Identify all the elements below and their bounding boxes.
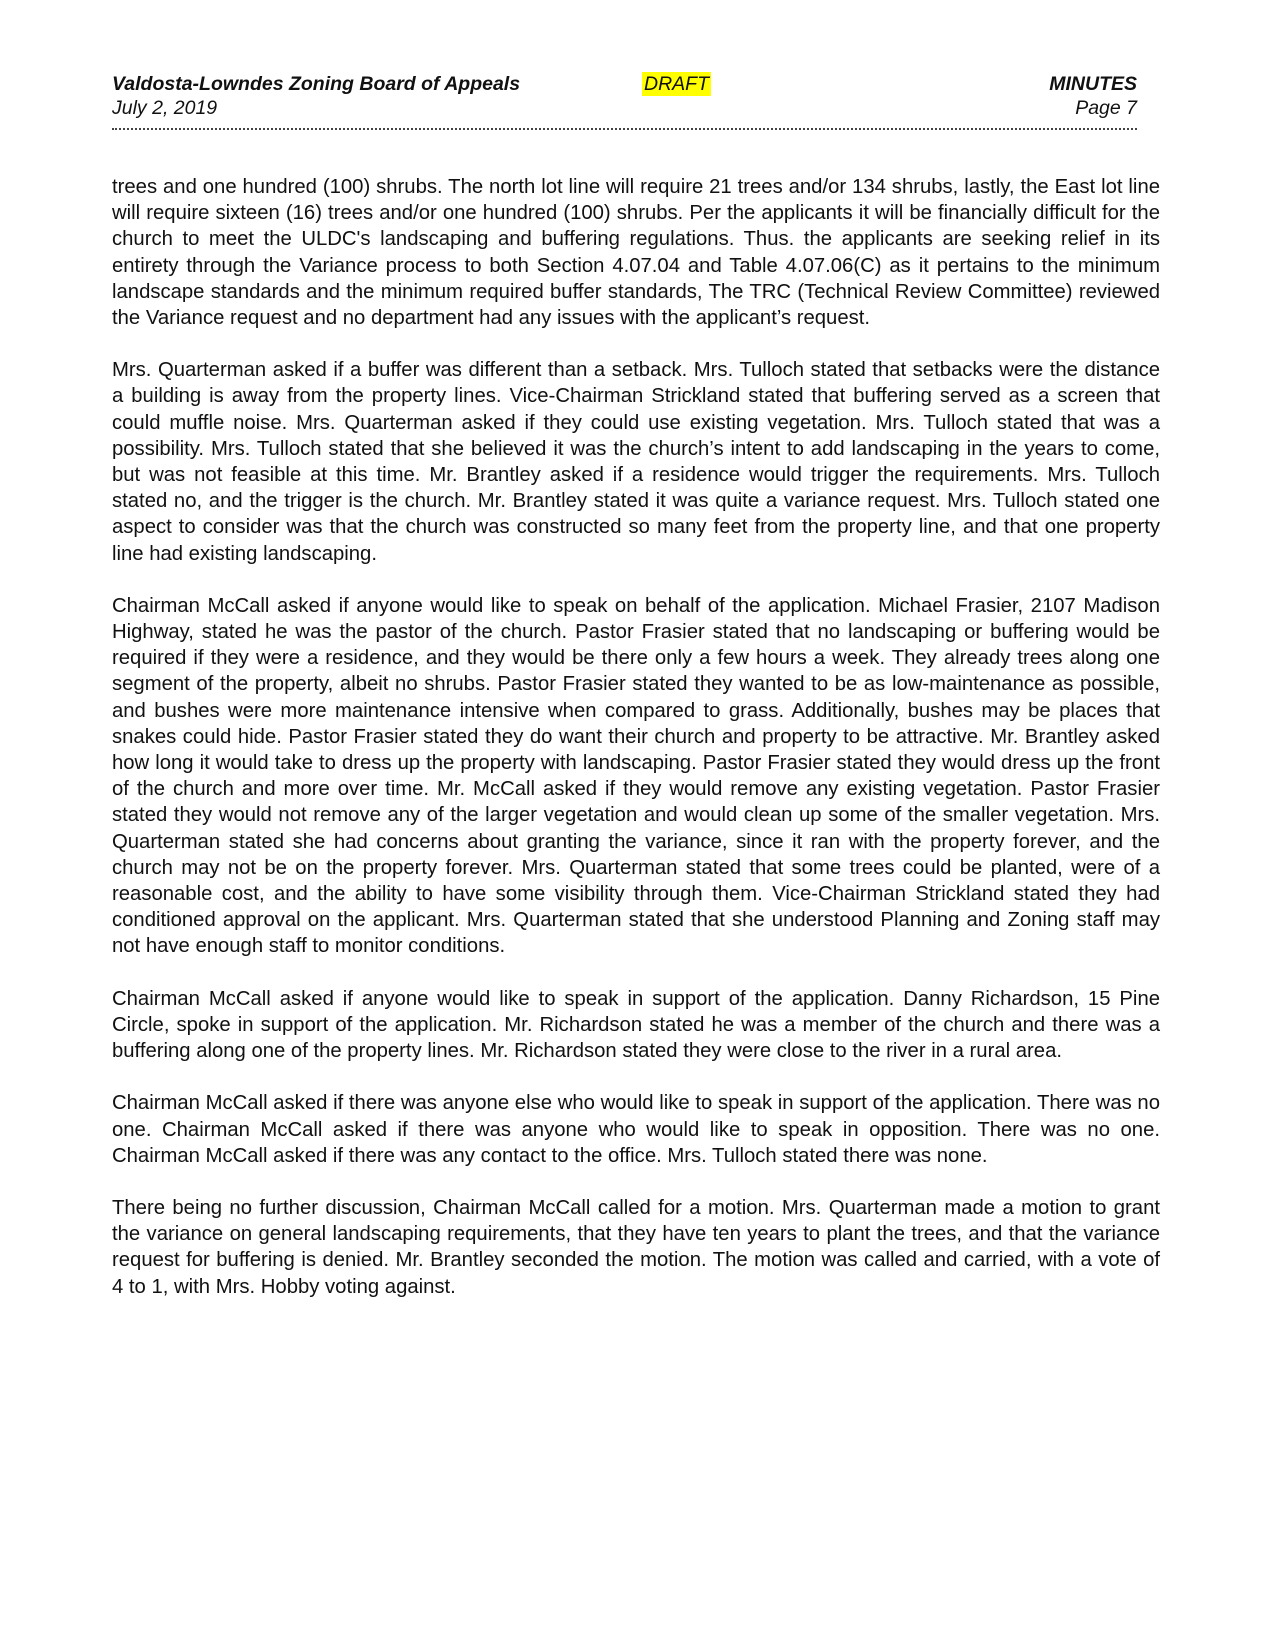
minutes-body — [112, 174, 1160, 1326]
paragraph-opposition-check: Chairman McCall asked if there was anyone else who would like to speak in support of the application. There was no one. Chairman McCall asked if there was anyone who would like to speak in opposition. There was no one. Chairman McCall asked if there was any contact to the office. Mrs. Tulloch stated there was none. — [112, 1092, 1160, 1167]
board-name: Valdosta-Lowndes Zoning Board of Appeals — [112, 73, 521, 95]
paragraph-motion: There being no further discussion, Chairman McCall called for a motion. Mrs. Quarterman made a motion to grant the variance on general landscaping requirements, that they have ten years to plant the trees, and that the variance request for buffering is denied. Mr. Brantley seconded the motion. The motion was called and carried, with a vote of 4 to 1, with Mrs. Hobby voting against. — [112, 1196, 1160, 1298]
minutes-label: MINUTES — [1049, 73, 1137, 95]
page-header — [112, 72, 1137, 120]
header-divider — [112, 124, 1137, 130]
paragraph-support-statement: Chairman McCall asked if anyone would like to speak in support of the application. Danny Richardson, 15 Pine Circle, spoke in support of the application. Mr. Richardson stated he was a member of the church and there was a buffering along one of the property lines. Mr. Richardson stated they were close to the river in a rural area. — [112, 987, 1160, 1063]
paragraph-applicant-statement: Chairman McCall asked if anyone would like to speak on behalf of the application. Michael Frasier, 2107 Madison Highway, stated he was the pastor of the church. Pastor Frasier stated that no landscaping or buffering would be required if they were a residence, and they would be there only a few hours a week. They already trees along one segment of the property, albeit no shrubs. Pastor Frasier stated they wanted to be as low-maintenance as possible, and bushes were more maintenance intensive when compared to grass. Additionally, bushes may be places that snakes could hide. Pastor Frasier stated they do want their church and property to be attractive. Mr. Brantley asked how long it would take to dress up the property with landscaping. Pastor Frasier stated they would dress up the front of the church and more over time. Mr. McCall asked if they would remove any existing vegetation. Pastor Frasier stated they would not remove any of the larger vegetation and would clean up some of the smaller vegetation. Mrs. Quarterman stated she had concerns about granting the variance, since it ran with the property forever, and the church may not be on the property forever. Mrs. Quarterman stated that some trees could be planted, were of a reasonable cost, and the ability to have some visibility through them. Vice-Chairman Strickland stated they had conditioned approval on the applicant. Mrs. Quarterman stated that she understood Planning and Zoning staff may not have enough staff to monitor conditions. — [112, 594, 1160, 958]
paragraph-landscape-requirements: trees and one hundred (100) shrubs. The north lot line will require 21 trees and/or 134 shrubs, lastly, the East lot line will require sixteen (16) trees and/or one hundred (100) shrubs. Per the applicants it will be financially difficult for the church to meet the ULDC's landscaping and buffering regulations. Thus. the applicants are seeking relief in its entirety through the Variance process to both Section 4.07.04 and Table 4.07.06(C) as it pertains to the minimum landscape standards and the minimum required buffer standards, The TRC (Technical Review Committee) reviewed the Variance request and no department had any issues with the applicant’s request. — [112, 176, 1160, 330]
draft-label: DRAFT — [644, 73, 709, 95]
paragraph-buffer-discussion: Mrs. Quarterman asked if a buffer was different than a setback. Mrs. Tulloch stated that setbacks were the distance a building is away from the property lines. Vice-Chairman Strickland stated that buffering served as a screen that could muffle noise. Mrs. Quarterman asked if they could use existing vegetation. Mrs. Tulloch stated that was a possibility. Mrs. Tulloch stated that she believed it was the church’s intent to add landscaping in the years to come, but was not feasible at this time. Mr. Brantley asked if a residence would trigger the requirements. Mrs. Tulloch stated no, and the trigger is the church. Mr. Brantley stated it was quite a variance request. Mrs. Tulloch stated one aspect to consider was that the church was constructed so many feet from the property line, and that one property line had existing landscaping. — [112, 359, 1160, 565]
meeting-date: July 2, 2019 — [112, 97, 218, 119]
page-number: Page 7 — [1075, 97, 1137, 119]
header-row-top — [112, 72, 1137, 96]
header-row-bottom — [112, 96, 1137, 120]
